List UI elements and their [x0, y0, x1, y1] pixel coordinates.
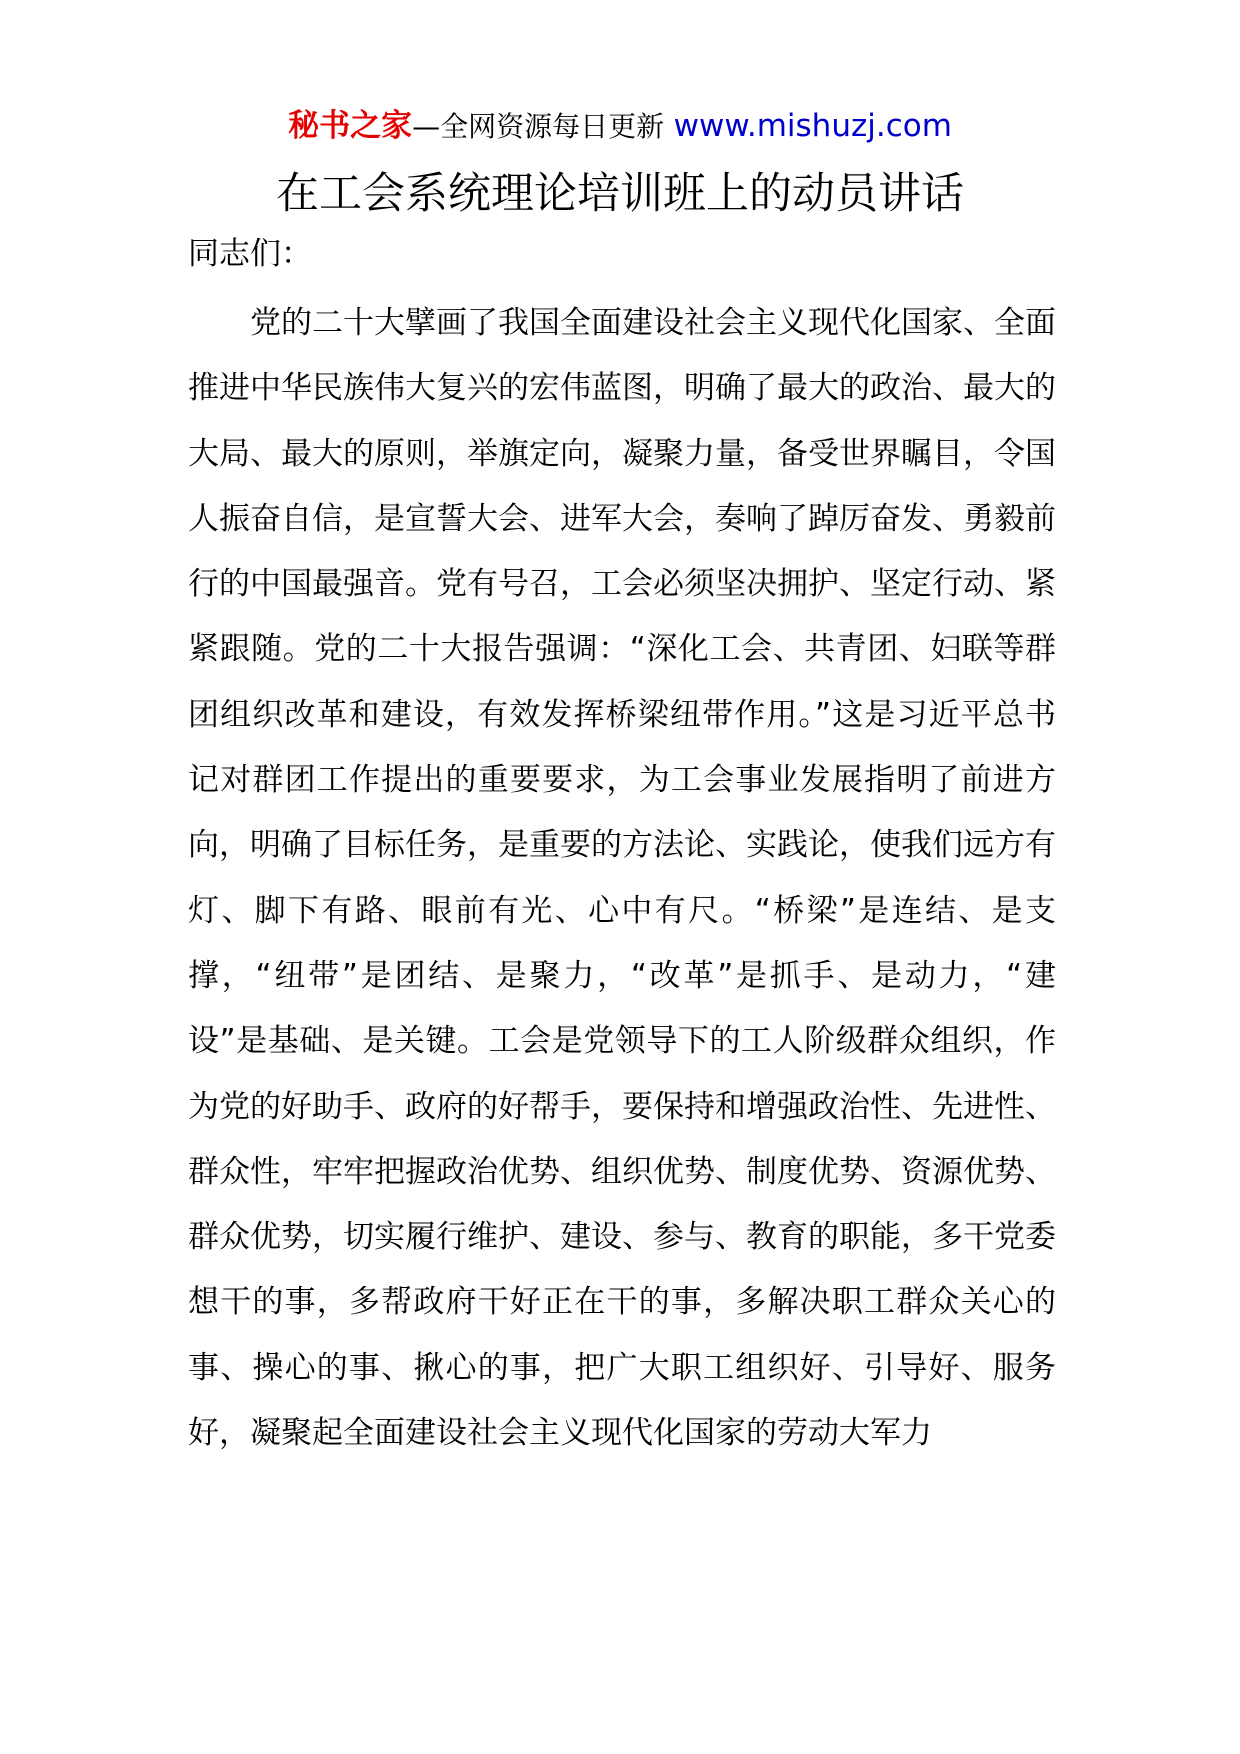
document-title: 在工会系统理论培训班上的动员讲话 — [276, 169, 964, 219]
site-banner — [0, 104, 1240, 149]
site-url-link[interactable]: www.mishuzj.com — [673, 108, 952, 144]
brand-name: 秘书之家 — [288, 108, 413, 144]
banner-slogan: —全网资源每日更新 — [412, 110, 665, 143]
salutation: 同志们： — [188, 236, 312, 272]
body-paragraph: 党的二十大擘画了我国全面建设社会主义现代化国家、全面推进中华民族伟大复兴的宏伟蓝图，明确了最大的政治、最大的大局、最大的原则，举旗定向，凝聚力量，备受世界瞩目，令国人振奋自信，是宣誓大会、进军大会，奏响了踔厉奋发、勇毅前行的中国最强音。党有号召，工会必须坚决拥护、坚定行动、紧紧跟随。党的二十大报告强调：“深化工会、共青团、妇联等群团组织改革和建设，有效发挥桥梁纽带作用。”这是习近平总书记对群团工作提出的重要要求，为工会事业发展指明了前进方向，明确了目标任务，是重要的方法论、实践论，使我们远方有灯、脚下有路、眼前有光、心中有尺。“桥梁”是连结、是支撑，“纽带”是团结、是聚力，“改革”是抓手、是动力，“建设”是基础、是关键。工会是党领导下的工人阶级群众组织，作为党的好助手、政府的好帮手，要保持和增强政治性、先进性、群众性，牢牢把握政治优势、组织优势、制度优势、资源优势、群众优势，切实履行维护、建设、参与、教育的职能，多干党委想干的事，多帮政府干好正在干的事，多解决职工群众关心的事、操心的事、揪心的事，把广大职工组织好、引导好、服务好，凝聚起全面建设社会主义现代化国家的劳动大军力 — [188, 305, 1056, 1452]
